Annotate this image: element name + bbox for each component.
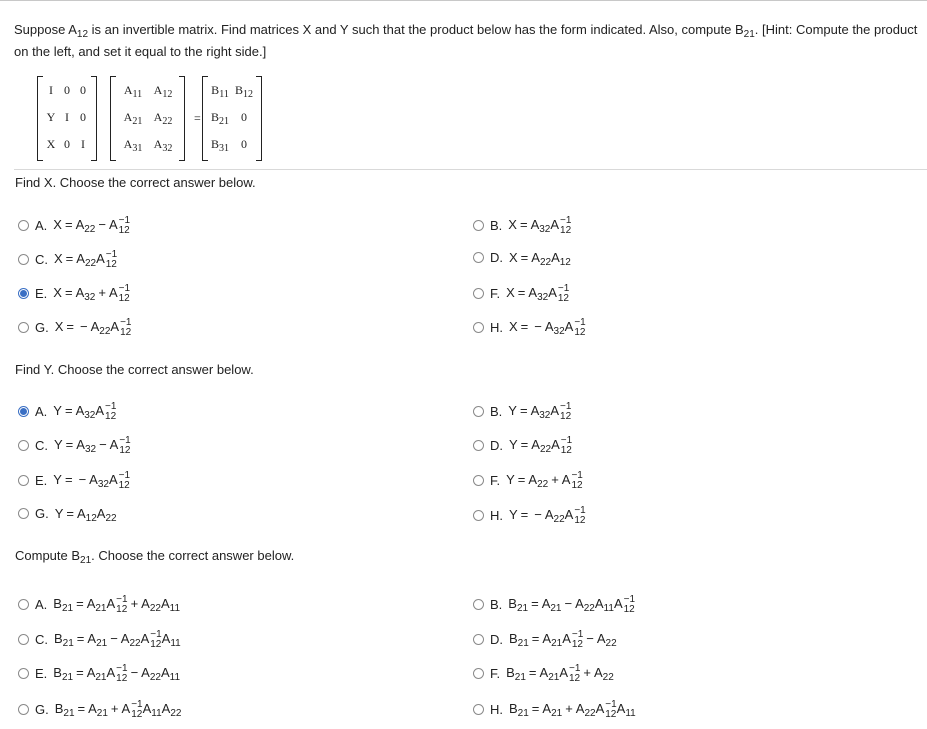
radio-button[interactable] xyxy=(18,599,29,610)
radio-button[interactable] xyxy=(18,704,29,715)
option-expression: $X = A_{32}A$ −1 12 xyxy=(506,283,570,304)
answer-option[interactable] xyxy=(473,250,571,268)
answer-option[interactable] xyxy=(18,216,130,235)
radio-button[interactable] xyxy=(473,634,484,645)
radio-button[interactable] xyxy=(473,475,484,486)
matrix-middle xyxy=(110,73,185,163)
question-text xyxy=(14,19,919,63)
option-expression: $B_{21} = A_{21} + A_{22}A$ −1 12 $A_{11}$ xyxy=(509,699,636,720)
answer-option[interactable] xyxy=(18,664,180,683)
radio-button[interactable] xyxy=(18,220,29,231)
answer-option[interactable] xyxy=(18,250,117,269)
option-expression: $B_{21} = A_{21}A$ −1 12 − $A_{22}A_{11}$ xyxy=(53,663,181,684)
top-border xyxy=(0,0,927,1)
answer-option[interactable] xyxy=(18,506,117,524)
matrix-equation xyxy=(37,73,277,163)
answer-option[interactable] xyxy=(473,284,569,303)
option-expression: X = − $A_{22}A$ −1 12 xyxy=(54,317,132,338)
answer-option[interactable] xyxy=(18,700,181,719)
matrix-cell: 0 xyxy=(80,83,86,97)
option-letter: G. xyxy=(35,702,49,717)
option-letter: F. xyxy=(490,666,501,681)
answer-option[interactable] xyxy=(473,664,614,683)
radio-button[interactable] xyxy=(473,510,484,521)
question-mid: is an invertible matrix. Find matrices X and Y such that the product below has the form indicated. Also, compute B xyxy=(88,22,744,37)
answer-option[interactable] xyxy=(473,471,583,490)
option-letter: H. xyxy=(490,320,503,335)
matrix-cell: $A_{31}$ xyxy=(123,137,143,154)
matrix-cell: 0 xyxy=(64,137,70,151)
matrix-cell: I xyxy=(49,83,53,97)
option-letter: H. xyxy=(490,702,503,717)
matrix-cell: $A_{11}$ xyxy=(123,83,143,100)
option-letter: A. xyxy=(35,404,48,419)
section-prompt: Compute $B_{21}$. Choose the correct answer below. xyxy=(15,548,295,566)
option-expression: $X = A_{32}A$ −1 12 xyxy=(508,215,572,236)
option-letter: C. xyxy=(35,632,48,647)
option-letter: D. xyxy=(490,250,503,265)
option-expression: $B_{21} = A_{21} - A_{22}A$ −1 12 $A_{11}$ xyxy=(54,629,181,650)
option-expression: $B_{21} = A_{21}A$ −1 12 + $A_{22}A_{11}$ xyxy=(53,594,181,615)
option-expression: $X = A_{32} + A$ −1 12 xyxy=(53,283,131,304)
answer-option[interactable] xyxy=(473,630,617,649)
radio-button[interactable] xyxy=(18,508,29,519)
radio-button[interactable] xyxy=(473,220,484,231)
matrix-cell: $A_{22}$ xyxy=(153,110,173,127)
radio-button[interactable] xyxy=(473,668,484,679)
answer-option[interactable] xyxy=(473,700,636,719)
equals-sign: = xyxy=(194,111,201,125)
option-expression: $X = A_{22}A$ −1 12 xyxy=(54,249,118,270)
option-expression: $Y = A_{32}A$ −1 12 xyxy=(508,401,572,422)
section-prompt: Find X. Choose the correct answer below. xyxy=(15,175,256,190)
radio-button[interactable] xyxy=(18,634,29,645)
answer-option[interactable] xyxy=(473,216,571,235)
answer-option[interactable] xyxy=(473,436,572,455)
matrix-cell: $B_{31}$ xyxy=(210,137,229,154)
matrix-cell: $B_{11}$ xyxy=(211,83,229,100)
bracket-left xyxy=(110,76,116,161)
option-expression: $B_{21} = A_{21} + A$ −1 12 $A_{11}A_{22}$ xyxy=(54,699,182,720)
radio-button[interactable] xyxy=(18,668,29,679)
option-letter: B. xyxy=(490,218,503,233)
radio-button[interactable] xyxy=(18,322,29,333)
radio-button[interactable] xyxy=(473,322,484,333)
bracket-right xyxy=(91,76,97,161)
option-letter: E. xyxy=(35,286,48,301)
option-expression: Y = − $A_{22}A$ −1 12 xyxy=(509,505,586,526)
radio-button[interactable] xyxy=(473,406,484,417)
option-letter: C. xyxy=(35,438,48,453)
option-expression: $Y = A_{32} - A$ −1 12 xyxy=(54,435,131,456)
divider xyxy=(14,169,927,170)
option-expression: $B_{21} = A_{21} - A_{22}A_{11}A$ −1 12 xyxy=(508,594,636,615)
answer-option[interactable] xyxy=(18,471,130,490)
answer-option[interactable] xyxy=(473,595,635,614)
option-letter: H. xyxy=(490,508,503,523)
option-expression: X = − $A_{32}A$ −1 12 xyxy=(509,317,586,338)
radio-button[interactable] xyxy=(473,704,484,715)
radio-button[interactable] xyxy=(18,254,29,265)
matrix-cell: 0 xyxy=(64,83,70,97)
radio-button[interactable] xyxy=(18,475,29,486)
option-letter: G. xyxy=(35,320,49,335)
matrix-cell: $B_{12}$ xyxy=(234,83,253,100)
answer-option[interactable] xyxy=(18,318,131,337)
matrix-cell: 0 xyxy=(80,110,86,124)
question-tail: . [Hint: Compute the product on the left, and set it equal to the right side.] xyxy=(14,22,918,59)
option-expression: $X = A_{22}A_{12}$ xyxy=(509,250,571,268)
option-letter: E. xyxy=(35,473,48,488)
answer-option[interactable] xyxy=(18,402,116,421)
option-expression: $Y = A_{22}A$ −1 12 xyxy=(509,435,573,456)
matrix-right xyxy=(202,73,262,163)
bracket-right xyxy=(179,76,185,161)
option-expression: $B_{21} = A_{21}A$ −1 12 − $A_{22}$ xyxy=(509,629,617,650)
option-expression: $Y = A_{32}A$ −1 12 xyxy=(53,401,117,422)
matrix-cell: Y xyxy=(46,110,56,124)
matrix-cell: $A_{21}$ xyxy=(123,110,143,127)
matrix-cell: $A_{32}$ xyxy=(153,137,173,154)
option-letter: B. xyxy=(490,404,503,419)
option-letter: B. xyxy=(490,597,503,612)
matrix-cell: $A_{12}$ xyxy=(153,83,173,100)
matrix-cell: 0 xyxy=(241,110,247,124)
matrix-cell: I xyxy=(65,110,69,124)
radio-button[interactable] xyxy=(473,440,484,451)
question-sub-b: 21 xyxy=(743,29,755,40)
option-letter: G. xyxy=(35,506,49,521)
answer-option[interactable] xyxy=(18,284,130,303)
radio-button[interactable] xyxy=(473,288,484,299)
radio-button[interactable] xyxy=(18,406,29,417)
option-letter: D. xyxy=(490,438,503,453)
option-expression: $X = A_{22} - A$ −1 12 xyxy=(53,215,131,236)
matrix-cell: $B_{21}$ xyxy=(210,110,229,127)
option-letter: C. xyxy=(35,252,48,267)
bracket-right xyxy=(256,76,262,161)
option-letter: E. xyxy=(35,666,48,681)
option-letter: A. xyxy=(35,218,48,233)
radio-button[interactable] xyxy=(18,288,29,299)
option-letter: A. xyxy=(35,597,48,612)
radio-button[interactable] xyxy=(473,599,484,610)
answer-option[interactable] xyxy=(18,595,180,614)
answer-option[interactable] xyxy=(473,506,586,525)
answer-option[interactable] xyxy=(473,402,571,421)
question-sub-a: 12 xyxy=(76,29,89,40)
question-intro: Suppose A xyxy=(14,22,77,37)
matrix-cell: 0 xyxy=(241,137,247,151)
option-letter: F. xyxy=(490,286,501,301)
option-expression: $Y = A_{12}A_{22}$ xyxy=(54,506,117,524)
matrix-left xyxy=(37,73,97,163)
answer-option[interactable] xyxy=(18,436,131,455)
option-expression: $Y = A_{22} + A$ −1 12 xyxy=(506,470,583,491)
answer-option[interactable] xyxy=(473,318,586,337)
matrix-cell: I xyxy=(81,137,85,151)
matrix-cell: X xyxy=(46,137,56,151)
radio-button[interactable] xyxy=(473,252,484,263)
option-expression: Y = − $A_{32}A$ −1 12 xyxy=(53,470,131,491)
radio-button[interactable] xyxy=(18,440,29,451)
answer-option[interactable] xyxy=(18,630,181,649)
option-letter: F. xyxy=(490,473,501,488)
section-prompt: Find Y. Choose the correct answer below. xyxy=(15,362,254,377)
option-expression: $B_{21} = A_{21}A$ −1 12 + $A_{22}$ xyxy=(506,663,614,684)
option-letter: D. xyxy=(490,632,503,647)
